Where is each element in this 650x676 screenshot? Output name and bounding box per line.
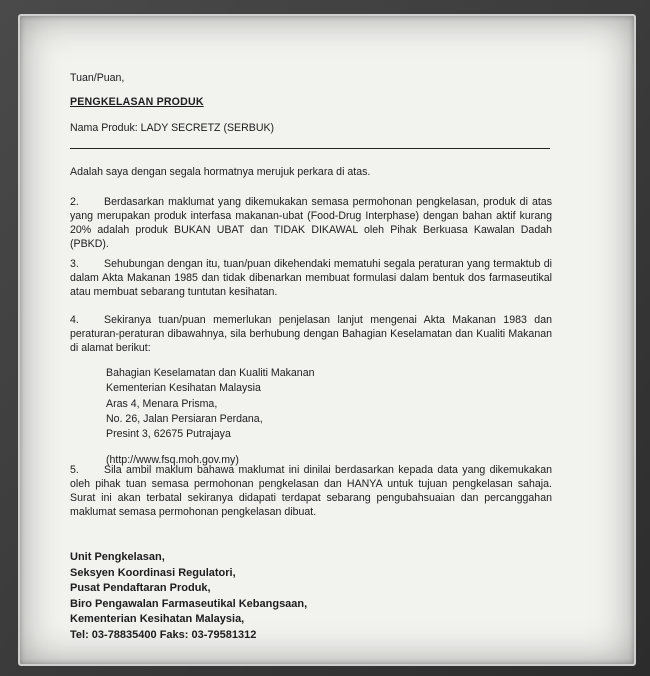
letter-page [18, 14, 636, 666]
address-block [106, 366, 315, 468]
address-url: (http://www.fsq.moh.gov.my) [106, 453, 239, 466]
paragraph-5 [70, 464, 552, 520]
paragraph-4-number: 4. [70, 314, 79, 326]
paragraph-5-text: Sila ambil maklum bahawa maklumat ini dinilai berdasarkan kepada data yang dikemukakan oleh pihak tuan semasa permohonan pengkelasan dan HANYA untuk tujuan pengkelasan sahaja. Surat ini akan terbatal sekiranya didapati terdapat sebarang pengubahsuaian dan percanggahan maklumat semasa permohonan pengkelasan dibuat. [70, 464, 552, 518]
signature-line-5: Kementerian Kesihatan Malaysia, [70, 613, 245, 626]
paragraph-1: Adalah saya dengan segala hormatnya merujuk perkara di atas. [70, 166, 371, 178]
product-name-line: Nama Produk: LADY SECRETZ (SERBUK) [70, 122, 275, 134]
address-line-2: Kementerian Kesihatan Malaysia [106, 382, 261, 395]
signature-block [70, 550, 307, 644]
paragraph-4-text: Sekiranya tuan/puan memerlukan penjelasan lanjut mengenai Akta Makanan 1983 dan peraturan-peraturan dibawahnya, sila berhubung dengan Bahagian Keselamatan dan Kualiti Makanan di alamat berikut: [70, 314, 552, 354]
address-line-1: Bahagian Keselamatan dan Kualiti Makanan [106, 367, 315, 379]
paragraph-3-number: 3. [70, 258, 79, 270]
paragraph-4 [70, 314, 552, 356]
divider-line [70, 148, 550, 149]
paragraph-2 [70, 196, 552, 252]
paragraph-5-number: 5. [70, 464, 79, 476]
signature-line-3: Pusat Pendaftaran Produk, [70, 582, 211, 595]
paragraph-3 [70, 258, 552, 300]
address-line-3: Aras 4, Menara Prisma, [106, 397, 218, 410]
salutation: Tuan/Puan, [70, 72, 125, 84]
letter-heading: PENGKELASAN PRODUK [70, 96, 204, 108]
signature-contact: Tel: 03-78835400 Faks: 03-79581312 [70, 629, 257, 642]
signature-line-2: Seksyen Koordinasi Regulatori, [70, 566, 236, 579]
address-line-5: Presint 3, 62675 Putrajaya [106, 428, 231, 441]
paragraph-2-text: Berdasarkan maklumat yang dikemukakan semasa permohonan pengkelasan, produk di atas yang merupakan produk interfasa makanan-ubat (Food-Drug Interphase) dengan bahan aktif kurang 20% adalah produk BUKAN UBAT dan TIDAK DIKAWAL oleh Pihak Berkuasa Kawalan Dadah (PBKD). [70, 196, 552, 250]
address-line-4: No. 26, Jalan Persiaran Perdana, [106, 413, 263, 426]
signature-line-4: Biro Pengawalan Farmaseutikal Kebangsaan, [70, 597, 308, 610]
paragraph-2-number: 2. [70, 196, 79, 208]
signature-line-1: Unit Pengkelasan, [70, 551, 165, 563]
paragraph-3-text: Sehubungan dengan itu, tuan/puan dikehendaki mematuhi segala peraturan yang termaktub di dalam Akta Makanan 1985 dan tidak dibenarkan membuat formulasi dalam bentuk dos farmaseutikal atau membuat sebarang tuntutan kesihatan. [70, 258, 552, 298]
